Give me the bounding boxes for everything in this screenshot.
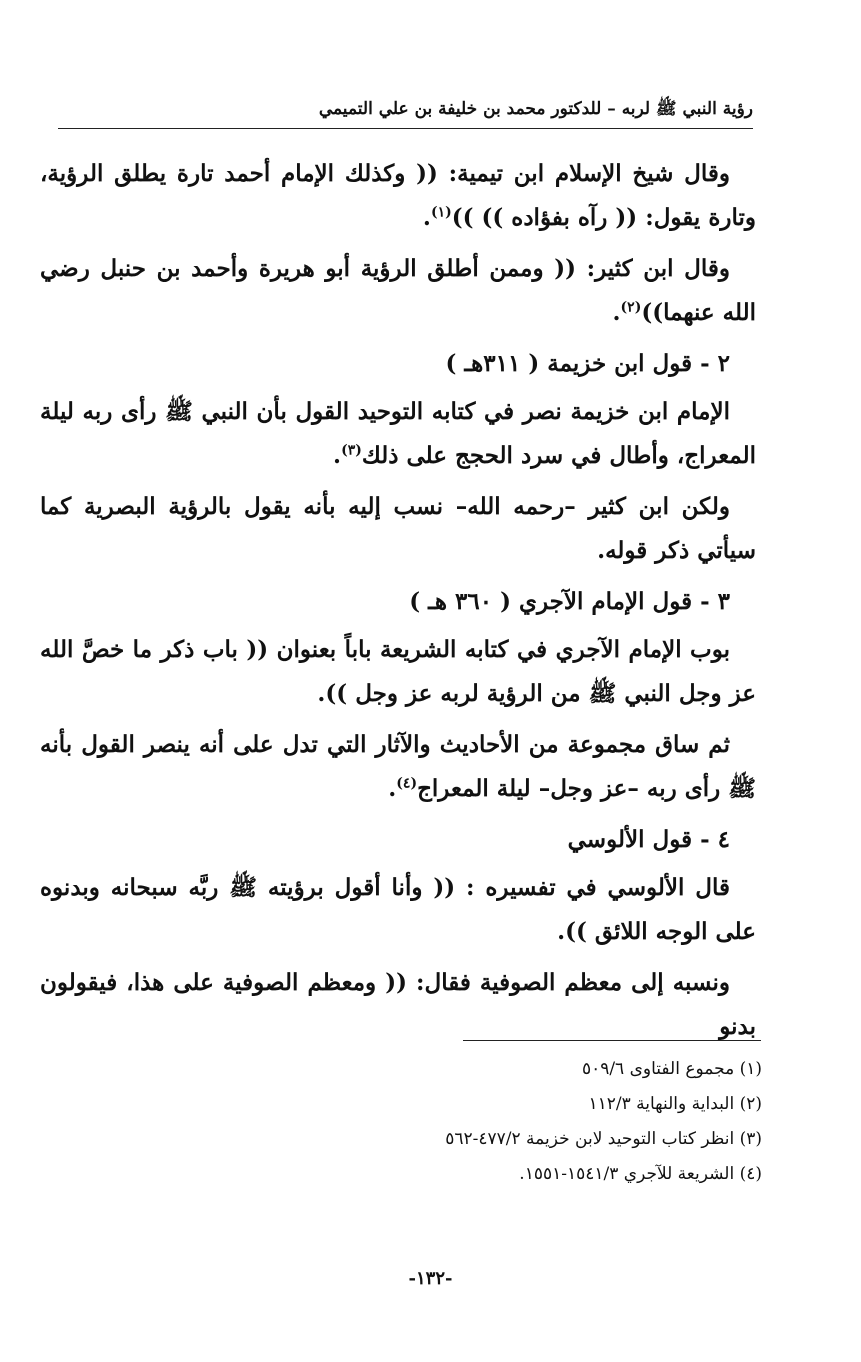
footnote: (١) مجموع الفتاوى ٥٠٩/٦ [581,1059,762,1079]
footnote: (٤) الشريعة للآجري ١٥٤١/٣-١٥٥١. [519,1164,762,1184]
footnote: (٢) البداية والنهاية ١١٢/٣ [588,1094,762,1114]
paragraph: بوب الإمام الآجري في كتابه الشريعة باباً بعنوان (( باب ذكر ما خصَّ الله عز وجل النبي ﷺ من الرؤية لربه عز وجل )). [40,636,756,707]
paragraph: ونسبه إلى معظم الصوفية فقال: (( ومعظم الصوفية على هذا، فيقولون بدنو [40,969,756,1040]
footnote-ref: (٢) [620,299,642,316]
paragraph: وقال شيخ الإسلام ابن تيمية: (( وكذلك الإمام أحمد تارة يطلق الرؤية، وتارة يقول: (( رآه بفؤاده )) ))$^{(١)}$. [40,160,756,231]
paragraph: ثم ساق مجموعة من الأحاديث والآثار التي تدل على أنه ينصر القول بأنه ﷺ رأى ربه –عز وجل– ليلة المعراج$^{(٤)}$. [40,731,756,802]
footnote-ref: (٣) [341,442,362,459]
paragraph: ولكن ابن كثير –رحمه الله– نسب إليه بأنه يقول بالرؤية البصرية كما سيأتي ذكر قوله. [40,493,756,564]
footnote-divider [463,1040,761,1041]
footnote: (٣) انظر كتاب التوحيد لابن خزيمة ٤٧٧/٢-٥٦٢ [445,1129,762,1149]
footnote-ref: (١) [430,204,452,221]
running-header [58,92,753,129]
page-number: -١٣٢- [408,1268,453,1289]
header-title: رؤية النبي ﷺ لربه – للدكتور محمد بن خليفة بن علي التميمي [318,99,753,119]
section-heading: ٢ - قول ابن خزيمة ( ٣١١هـ ) [445,350,730,377]
paragraph: قال الألوسي في تفسيره : (( وأنا أقول برؤيته ﷺ ربَّه سبحانه وبدنوه على الوجه اللائق )). [40,874,756,945]
paragraph: الإمام ابن خزيمة نصر في كتابه التوحيد القول بأن النبي ﷺ رأى ربه ليلة المعراج، وأطال في سرد الحجج على ذلك$^{(٣)}$. [40,398,756,469]
section-heading: ٣ - قول الإمام الآجري ( ٣٦٠ هـ ) [409,588,730,615]
main-text [40,152,756,1056]
section-heading: ٤ - قول الألوسي [567,826,730,853]
paragraph: وقال ابن كثير: (( وممن أطلق الرؤية أبو هريرة وأحمد بن حنبل رضي الله عنهما))$^{(٢)}$. [40,255,756,326]
footnote-ref: (٤) [396,775,418,792]
footnotes [300,1052,762,1192]
